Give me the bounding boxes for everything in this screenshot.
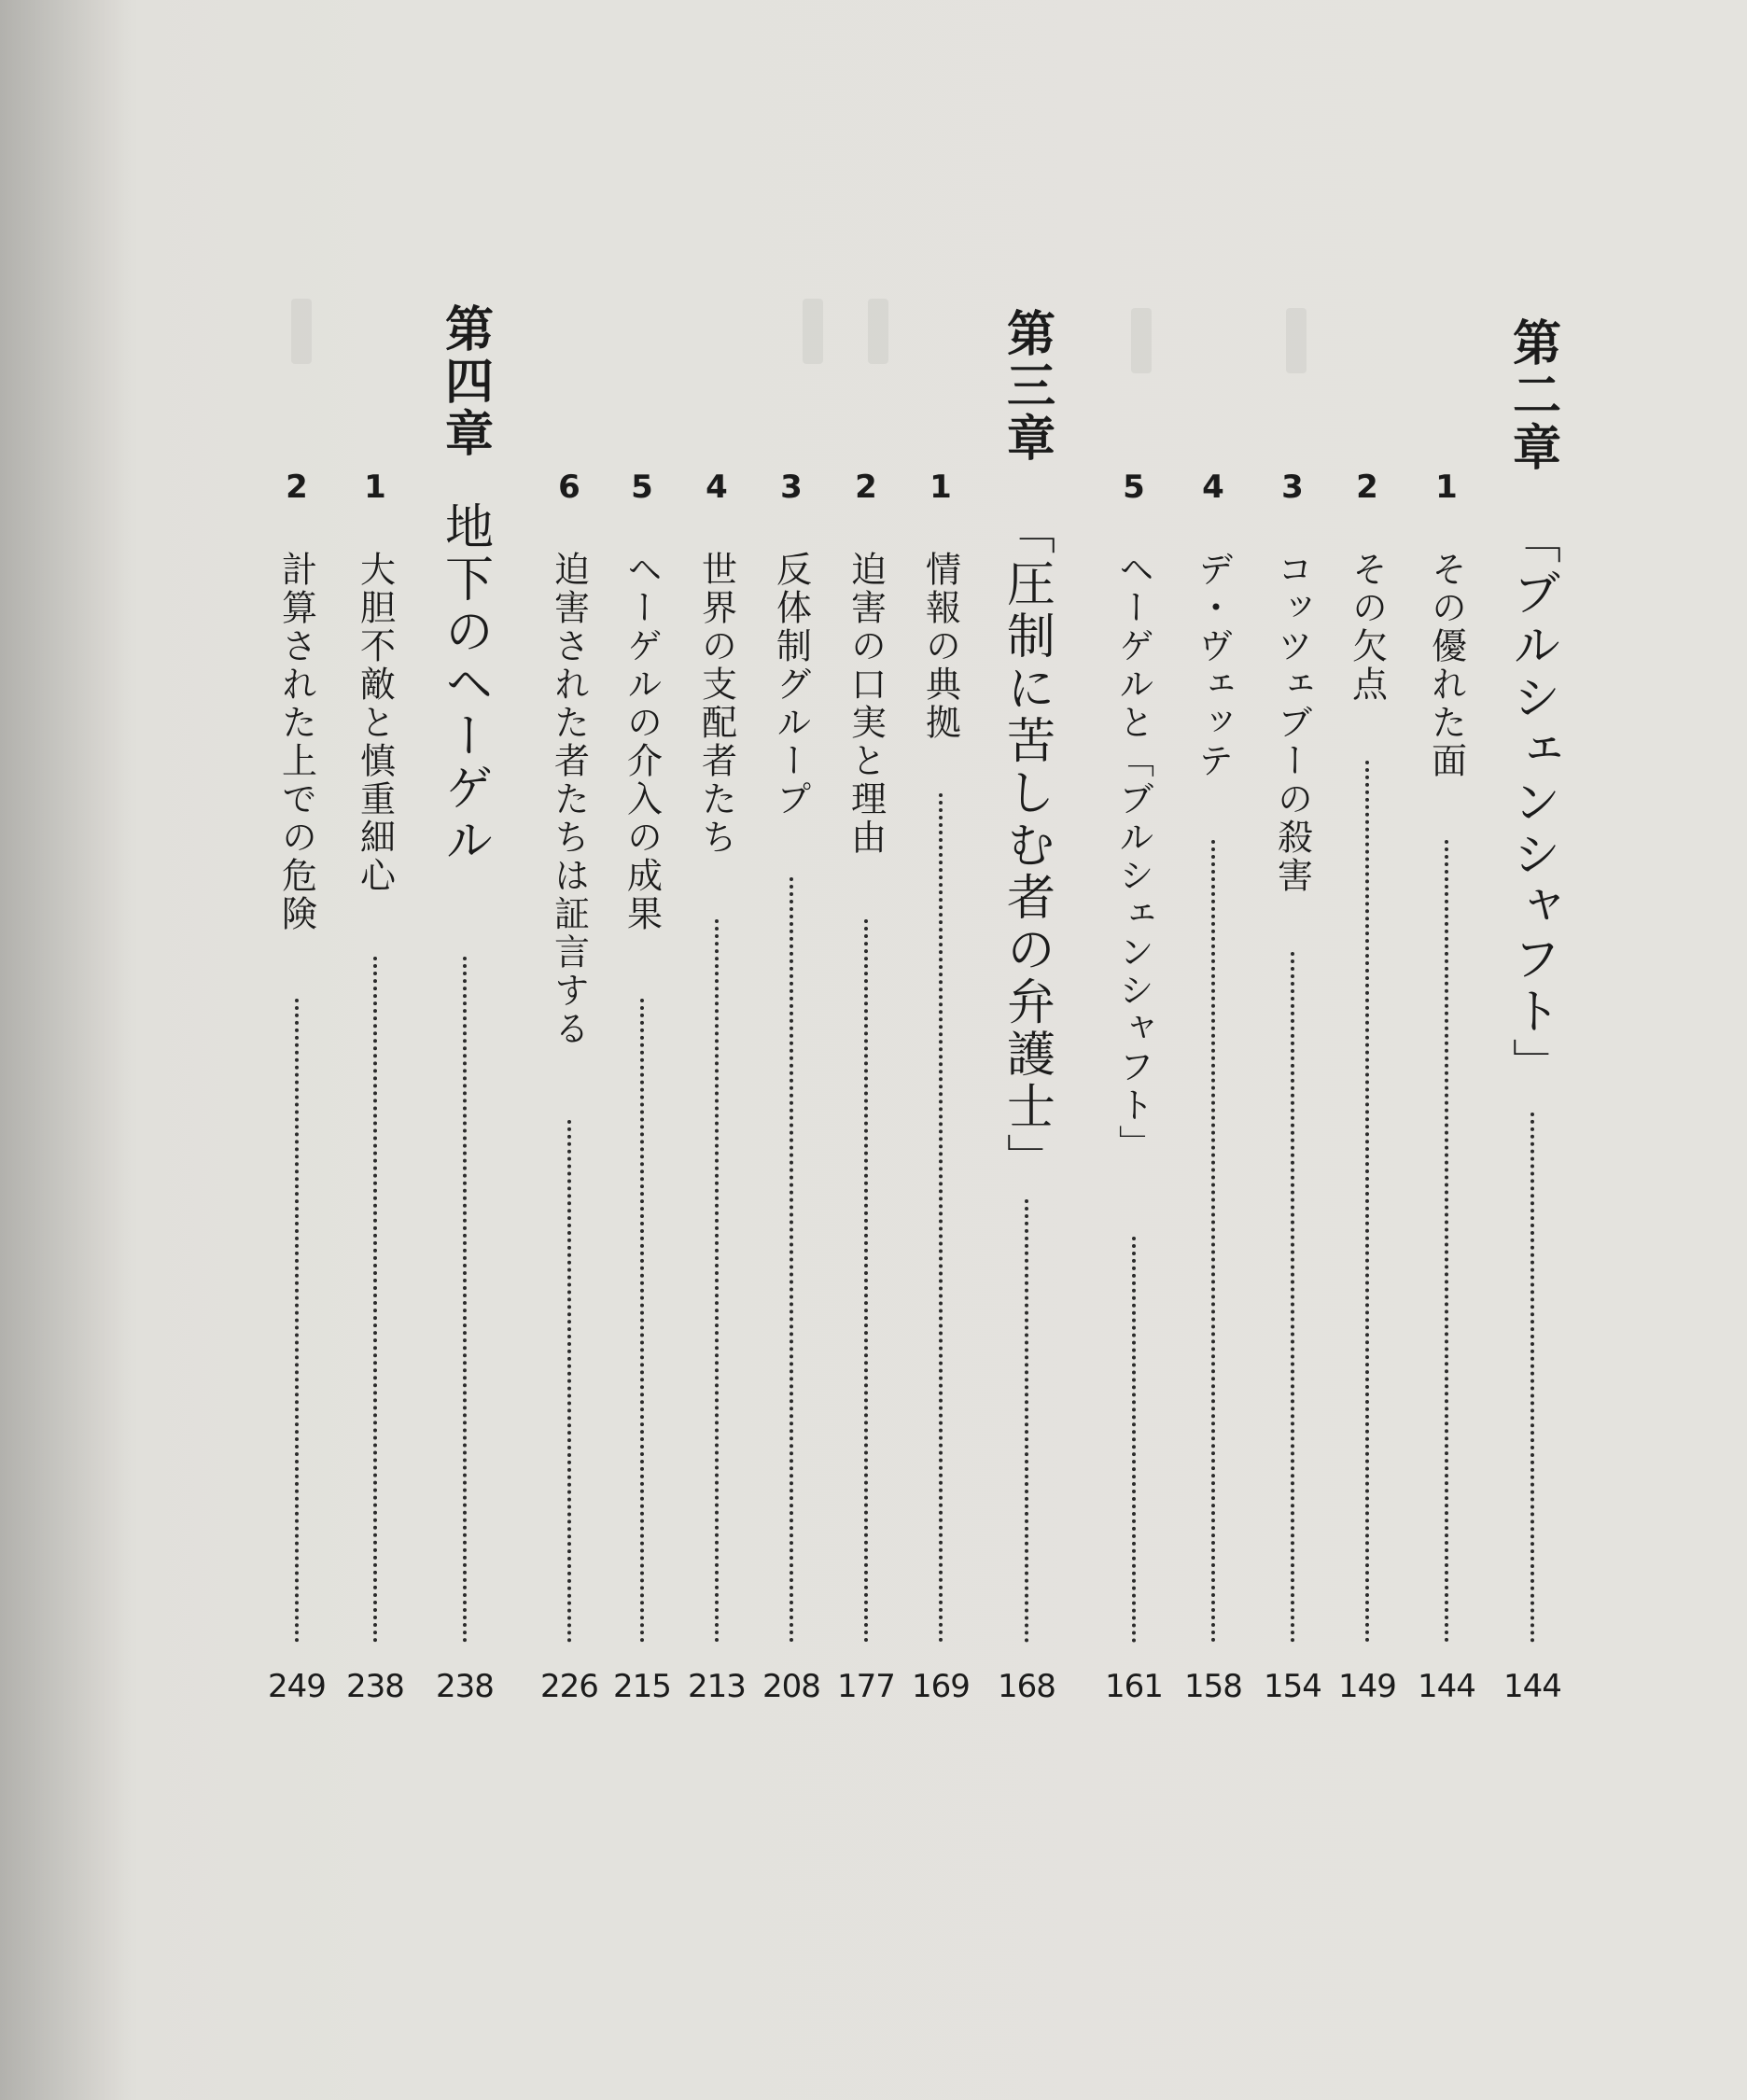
- page-number: 249: [268, 1668, 326, 1705]
- toc-chapter-entry: [1495, 0, 1570, 2100]
- chapter-title: 「圧制に苦しむ者の弁護士」: [998, 506, 1055, 1185]
- leader-dots: [373, 957, 377, 1643]
- toc-section-entry: [1176, 0, 1251, 2100]
- leader-dots: [939, 793, 943, 1643]
- toc-section-entry: [1330, 0, 1405, 2100]
- section-number: 2: [855, 469, 877, 506]
- section-title: 大胆不敵と慎重細心: [354, 551, 396, 895]
- toc-chapter-entry: [427, 0, 502, 2100]
- leader-dots: [864, 919, 868, 1643]
- toc-section-entry: [754, 0, 829, 2100]
- section-number: 2: [286, 469, 308, 506]
- chapter-title: 地下のヘーゲル: [436, 501, 493, 867]
- section-title: 反体制グループ: [770, 551, 812, 819]
- chapter-heading: [1495, 317, 1570, 1090]
- toc-section-entry: [1255, 0, 1330, 2100]
- section-number: 2: [1356, 469, 1378, 506]
- section-number: 5: [1123, 469, 1145, 506]
- section-title: その欠点: [1346, 551, 1388, 704]
- chapter-label: 第四章: [436, 303, 494, 460]
- section-number: 4: [1202, 469, 1224, 506]
- page-number: 213: [688, 1668, 746, 1705]
- chapter-title: 「ブルシェンシャフト」: [1503, 515, 1560, 1090]
- section-title: その優れた面: [1425, 551, 1467, 780]
- leader-dots: [1132, 1237, 1136, 1643]
- page-number: 154: [1264, 1668, 1321, 1705]
- page-number: 169: [912, 1668, 970, 1705]
- toc-section-entry: [1097, 0, 1171, 2100]
- section-number: 6: [558, 469, 580, 506]
- chapter-heading: [989, 308, 1064, 1185]
- toc-section-entry: [605, 0, 679, 2100]
- section-title: 迫害の口実と理由: [845, 551, 887, 857]
- section-title: ヘーゲルと「ブルシェンシャフト」: [1112, 551, 1154, 1163]
- section-number: 3: [1281, 469, 1304, 506]
- page-number: 168: [998, 1668, 1055, 1705]
- toc-section-entry: [259, 0, 334, 2100]
- leader-dots: [1365, 761, 1369, 1643]
- toc-chapter-entry: [989, 0, 1064, 2100]
- page-number: 177: [837, 1668, 895, 1705]
- chapter-heading: [427, 303, 502, 867]
- leader-dots: [715, 919, 719, 1643]
- chapter-label: 第三章: [998, 308, 1055, 465]
- page-number: 144: [1503, 1668, 1561, 1705]
- section-title: 情報の典拠: [919, 551, 961, 742]
- toc-section-entry: [1409, 0, 1484, 2100]
- section-title: 世界の支配者たち: [695, 551, 737, 857]
- section-number: 1: [1435, 469, 1458, 506]
- leader-dots: [1211, 840, 1215, 1643]
- section-title: ヘーゲルの介入の成果: [621, 551, 663, 933]
- section-title: コッツェブーの殺害: [1271, 551, 1313, 895]
- page-number: 161: [1105, 1668, 1163, 1705]
- toc-section-entry: [829, 0, 903, 2100]
- page-number: 238: [436, 1668, 494, 1705]
- toc-section-entry: [532, 0, 607, 2100]
- leader-dots: [790, 877, 793, 1643]
- section-number: 5: [631, 469, 653, 506]
- page-number: 238: [346, 1668, 404, 1705]
- page-number: 208: [762, 1668, 820, 1705]
- leader-dots: [295, 999, 299, 1643]
- section-number: 1: [929, 469, 952, 506]
- section-title: デ・ヴェッテ: [1192, 551, 1234, 780]
- page-number: 215: [613, 1668, 671, 1705]
- leader-dots: [640, 999, 644, 1643]
- leader-dots: [567, 1120, 571, 1643]
- toc-section-entry: [338, 0, 412, 2100]
- section-number: 4: [706, 469, 728, 506]
- page-number: 226: [540, 1668, 598, 1705]
- leader-dots: [1291, 952, 1294, 1643]
- section-title: 迫害された者たちは証言する: [548, 551, 590, 1048]
- leader-dots: [1025, 1199, 1028, 1643]
- toc-section-entry: [903, 0, 978, 2100]
- chapter-label: 第二章: [1503, 317, 1561, 474]
- page-number: 149: [1338, 1668, 1396, 1705]
- leader-dots: [1530, 1113, 1534, 1643]
- section-number: 1: [364, 469, 386, 506]
- page-number: 144: [1418, 1668, 1475, 1705]
- section-title: 計算された上での危険: [275, 551, 317, 933]
- leader-dots: [463, 957, 467, 1643]
- section-number: 3: [780, 469, 803, 506]
- page-number: 158: [1184, 1668, 1242, 1705]
- toc-section-entry: [679, 0, 754, 2100]
- leader-dots: [1445, 840, 1448, 1643]
